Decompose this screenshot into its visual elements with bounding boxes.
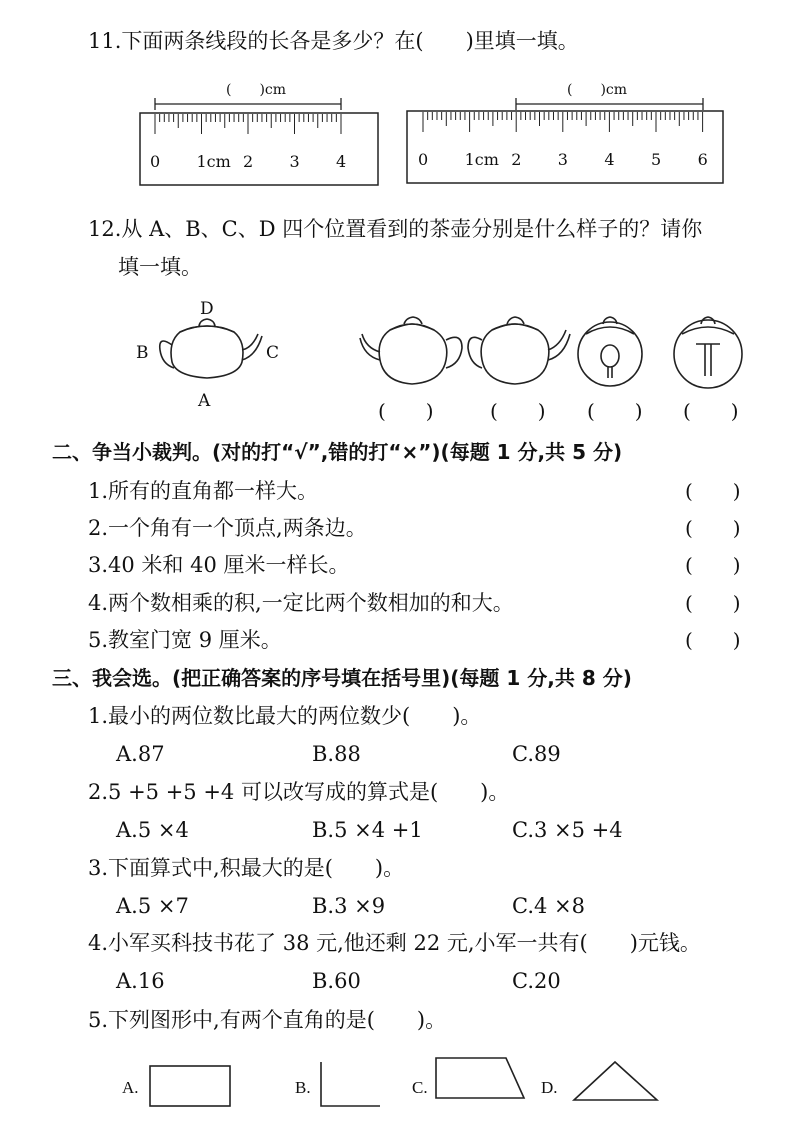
judge-blank-5[interactable]: ( )	[685, 628, 741, 652]
teapot-answer-blank-2[interactable]: ( )	[490, 399, 546, 423]
judge-item-5: 5.教室门宽 9 厘米。	[88, 628, 282, 652]
teapot-answer-blank-4[interactable]: ( )	[683, 399, 739, 423]
ruler-tick-label: 0	[150, 152, 161, 171]
ruler-tick-label: 0	[418, 150, 429, 169]
choice-2-option-c[interactable]: C.3 ×5 +4	[512, 818, 623, 842]
judge-blank-3[interactable]: ( )	[685, 553, 741, 577]
shape-label-b[interactable]: B.	[295, 1078, 311, 1097]
choice-3-option-c[interactable]: C.4 ×8	[512, 894, 585, 918]
choice-question-5: 5.下列图形中,有两个直角的是( )。	[88, 1008, 447, 1032]
ruler-tick-label: 4	[336, 152, 347, 171]
choice-2-option-b[interactable]: B.5 ×4 +1	[312, 818, 423, 842]
ruler-tick-label: 5	[651, 150, 662, 169]
ruler-2	[407, 98, 723, 183]
choice-4-option-b[interactable]: B.60	[312, 969, 361, 993]
ruler-tick-label: 1cm	[196, 152, 231, 171]
section-3-heading: 三、我会选。(把正确答案的序号填在括号里)(每题 1 分,共 8 分)	[52, 666, 632, 690]
choice-question-3: 3.下面算式中,积最大的是( )。	[88, 856, 405, 880]
q11-text: 11.下面两条线段的长各是多少？在( )里填一填。	[88, 29, 579, 53]
shape-rectangle	[150, 1066, 230, 1106]
shape-label-d[interactable]: D.	[541, 1078, 558, 1097]
judge-blank-2[interactable]: ( )	[685, 516, 741, 540]
choice-4-option-c[interactable]: C.20	[512, 969, 561, 993]
choice-question-2: 2.5 +5 +5 +4 可以改写成的算式是( )。	[88, 780, 510, 804]
ruler-tick-label: 3	[289, 152, 300, 171]
teapot-answer-blank-1[interactable]: ( )	[378, 399, 434, 423]
judge-item-4: 4.两个数相乘的积,一定比两个数相加的和大。	[88, 591, 514, 615]
ruler-tick-label: 6	[697, 150, 708, 169]
ruler-tick-label: 2	[511, 150, 522, 169]
ruler-tick-label: 4	[604, 150, 615, 169]
teapot-view-3	[578, 317, 642, 386]
choice-3-option-b[interactable]: B.3 ×9	[312, 894, 386, 918]
choice-1-option-b[interactable]: B.88	[312, 742, 361, 766]
shape-right-angle	[321, 1062, 380, 1106]
teapot-view-2	[468, 317, 570, 384]
choice-1-option-a[interactable]: A.87	[116, 742, 165, 766]
q12-line2: 填一填。	[118, 255, 202, 279]
shape-label-a[interactable]: A.	[122, 1078, 139, 1097]
ruler-tick-label: 3	[557, 150, 568, 169]
choice-3-option-a[interactable]: A.5 ×7	[116, 894, 189, 918]
teapot-answer-blank-3[interactable]: ( )	[587, 399, 643, 423]
choice-1-option-c[interactable]: C.89	[512, 742, 561, 766]
shape-triangle	[574, 1062, 657, 1100]
teapot-label-a: A	[198, 391, 211, 411]
choice-question-4: 4.小军买科技书花了 38 元,他还剩 22 元,小军一共有( )元钱。	[88, 931, 701, 955]
ruler-1	[140, 98, 378, 185]
judge-item-1: 1.所有的直角都一样大。	[88, 479, 319, 503]
judge-blank-4[interactable]: ( )	[685, 591, 741, 615]
ruler-tick-label: 1cm	[464, 150, 499, 169]
choice-question-1: 1.最小的两位数比最大的两位数少( )。	[88, 704, 482, 728]
teapot-view-4	[674, 317, 742, 388]
ruler-tick-label: 2	[243, 152, 254, 171]
teapot-label-d: D	[200, 299, 214, 319]
q12-line1: 12.从 A、B、C、D 四个位置看到的茶壶分别是什么样子的？请你	[88, 217, 703, 241]
shape-label-c[interactable]: C.	[412, 1078, 428, 1097]
teapot-view-1	[360, 317, 462, 384]
teapot-reference	[160, 319, 262, 378]
teapot-label-c: C	[266, 343, 280, 363]
shape-trapezoid	[436, 1058, 524, 1098]
choice-4-option-a[interactable]: A.16	[116, 969, 165, 993]
ruler-2-blank: ( )cm	[567, 82, 628, 98]
section-2-heading: 二、争当小裁判。(对的打“√”,错的打“×”)(每题 1 分,共 5 分)	[52, 440, 623, 464]
judge-item-3: 3.40 米和 40 厘米一样长。	[88, 553, 350, 577]
judge-blank-1[interactable]: ( )	[685, 479, 741, 503]
choice-2-option-a[interactable]: A.5 ×4	[116, 818, 189, 842]
judge-item-2: 2.一个角有一个顶点,两条边。	[88, 516, 367, 540]
ruler-1-blank: ( )cm	[226, 82, 287, 98]
teapot-label-b: B	[136, 343, 149, 363]
